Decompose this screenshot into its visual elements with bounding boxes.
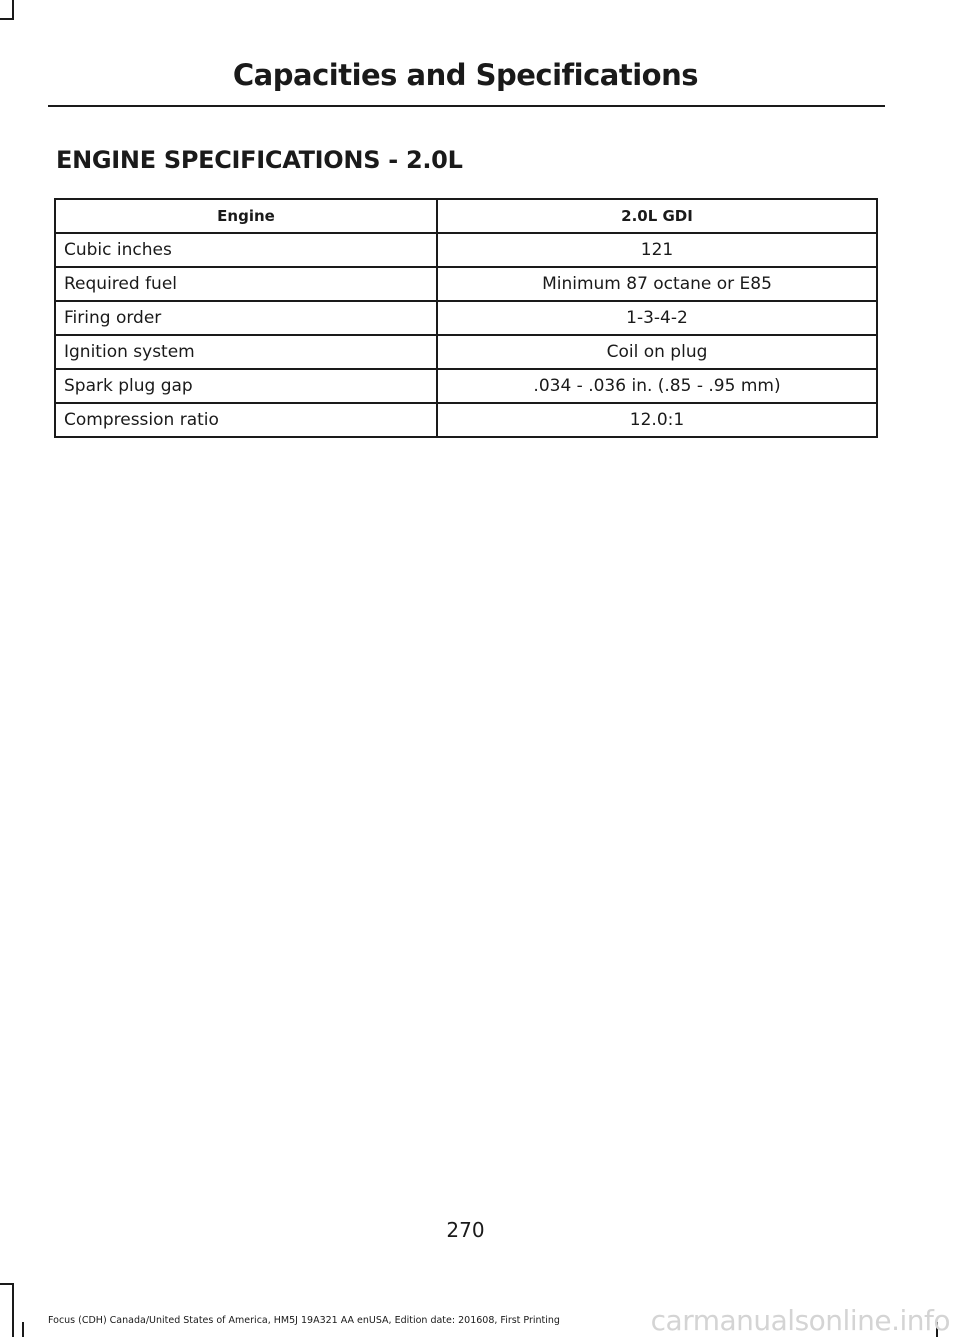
row-value: 12.0:1	[437, 403, 877, 437]
watermark: carmanualsonline.info	[650, 1304, 950, 1337]
table-header-engine: Engine	[55, 199, 437, 233]
crop-mark-bottom-left-horizontal	[0, 1283, 14, 1285]
row-value: Minimum 87 octane or E85	[437, 267, 877, 301]
engine-spec-table	[54, 198, 878, 438]
table-row	[55, 267, 877, 301]
row-label: Compression ratio	[55, 403, 437, 437]
section-title: ENGINE SPECIFICATIONS - 2.0L	[56, 146, 463, 174]
crop-mark-top-left-vertical	[12, 0, 14, 18]
row-label: Cubic inches	[55, 233, 437, 267]
crop-mark-bottom-left-vertical	[12, 1283, 14, 1337]
table-header-row	[55, 199, 877, 233]
crop-mark-bottom-left-inner	[22, 1322, 24, 1337]
page-header-title: Capacities and Specifications	[232, 58, 698, 92]
row-value: 121	[437, 233, 877, 267]
row-label: Spark plug gap	[55, 369, 437, 403]
row-value: 1-3-4-2	[437, 301, 877, 335]
row-label: Firing order	[55, 301, 437, 335]
table-row	[55, 301, 877, 335]
row-label: Ignition system	[55, 335, 437, 369]
row-value: .034 - .036 in. (.85 - .95 mm)	[437, 369, 877, 403]
table-row	[55, 335, 877, 369]
table-row	[55, 233, 877, 267]
table-header-engine-type: 2.0L GDI	[437, 199, 877, 233]
page-number: 270	[446, 1218, 485, 1242]
table-row	[55, 369, 877, 403]
footer-edition-text: Focus (CDH) Canada/United States of America, HM5J 19A321 AA enUSA, Edition date: 201608, First Printing	[48, 1315, 560, 1326]
row-label: Required fuel	[55, 267, 437, 301]
table-row	[55, 403, 877, 437]
row-value: Coil on plug	[437, 335, 877, 369]
crop-mark-top-left-horizontal	[0, 18, 14, 20]
header-rule	[48, 105, 885, 107]
